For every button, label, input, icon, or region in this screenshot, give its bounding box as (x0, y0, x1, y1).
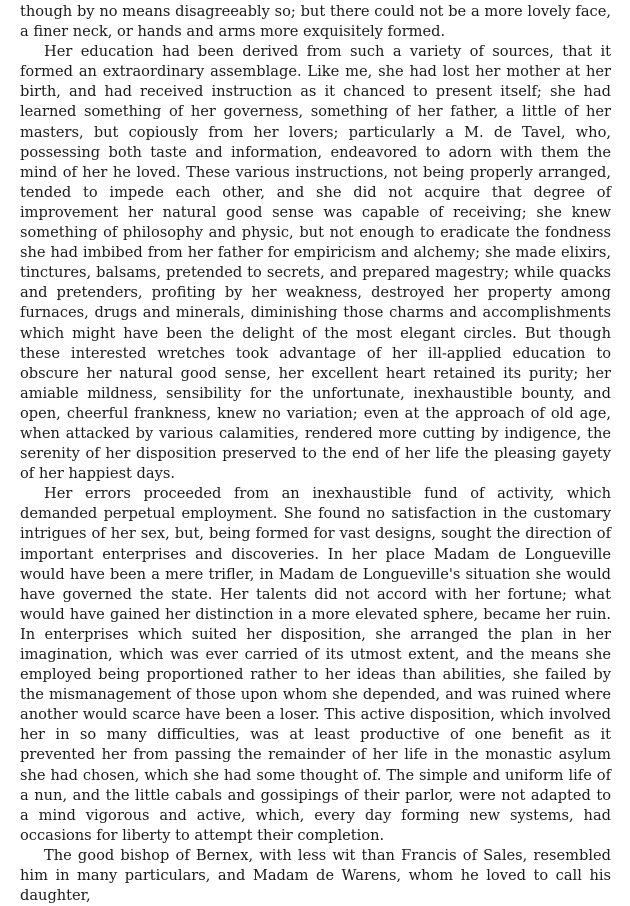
paragraph-education: Her education had been derived from such a variety of sources, that it formed an extraordinary assemblage. Like me, she had lost her mother at her birth, and had received instruction as it chanced to present itself; she had learned something of her governess, something of her father, a little of her masters, but copiously from her lovers; particularly a M. de Tavel, who, possessing both taste and information, endeavored to adorn with them the mind of her he loved. These various instructions, not being properly arranged, tended to impede each other, and she did not acquire that degree of improvement her natural good sense was capable of receiving; she knew something of philosophy and physic, but not enough to eradicate the fondness she had imbibed from her father for empiricism and alchemy; she made elixirs, tinctures, balsams, pretended to secrets, and prepared magestry; while quacks and pretenders, profiting by her weakness, destroyed her property among furnaces, drugs and minerals, diminishing those charms and accomplishments which might have been the delight of the most elegant circles. But though these interested wretches took advantage of her ill-applied education to obscure her natural good sense, her excellent heart retained its purity; her amiable mildness, sensibility for the unfortunate, inexhaustible bounty, and open, cheerful frankness, knew no variation; even at the approach of old age, when attacked by various calamities, rendered more cutting by indigence, the serenity of her disposition preserved to the end of her life the pleasing gayety of her happiest days. (20, 43, 611, 483)
paragraph-errors: Her errors proceeded from an inexhaustible fund of activity, which demanded perpetual employment. She found no satisfaction in the customary intrigues of her sex, but, being formed for vast designs, sought the direction of important enterprises and discoveries. In her place Madam de Longueville would have been a mere trifler, in Madam de Longueville's situation she would have governed the state. Her talents did not accord with her fortune; what would have gained her distinction in a more elevated sphere, became her ruin. In enterprises which suited her disposition, she arranged the plan in her imagination, which was ever carried of its utmost extent, and the means she employed being proportioned rather to her ideas than abilities, she failed by the mismanagement of those upon whom she depended, and was ruined where another would scarce have been a loser. This active disposition, which involved her in so many difficulties, was at least productive of one benefit as it prevented her from passing the remainder of her life in the monastic asylum she had chosen, which she had some thought of. The simple and uniform life of a nun, and the little cabals and gossipings of their parlor, were not adapted to a mind vigorous and active, which, every day forming new systems, had occasions for liberty to attempt their completion. (20, 485, 611, 844)
paragraph-bishop: The good bishop of Bernex, with less wit than Francis of Sales, resembled him in many particulars, and Madam de Warens, whom he loved to call his daughter, (20, 846, 611, 905)
paragraph-continuation: though by no means disagreeably so; but there could not be a more lovely face, a finer neck, or hands and arms more exquisitely formed. (20, 3, 611, 41)
